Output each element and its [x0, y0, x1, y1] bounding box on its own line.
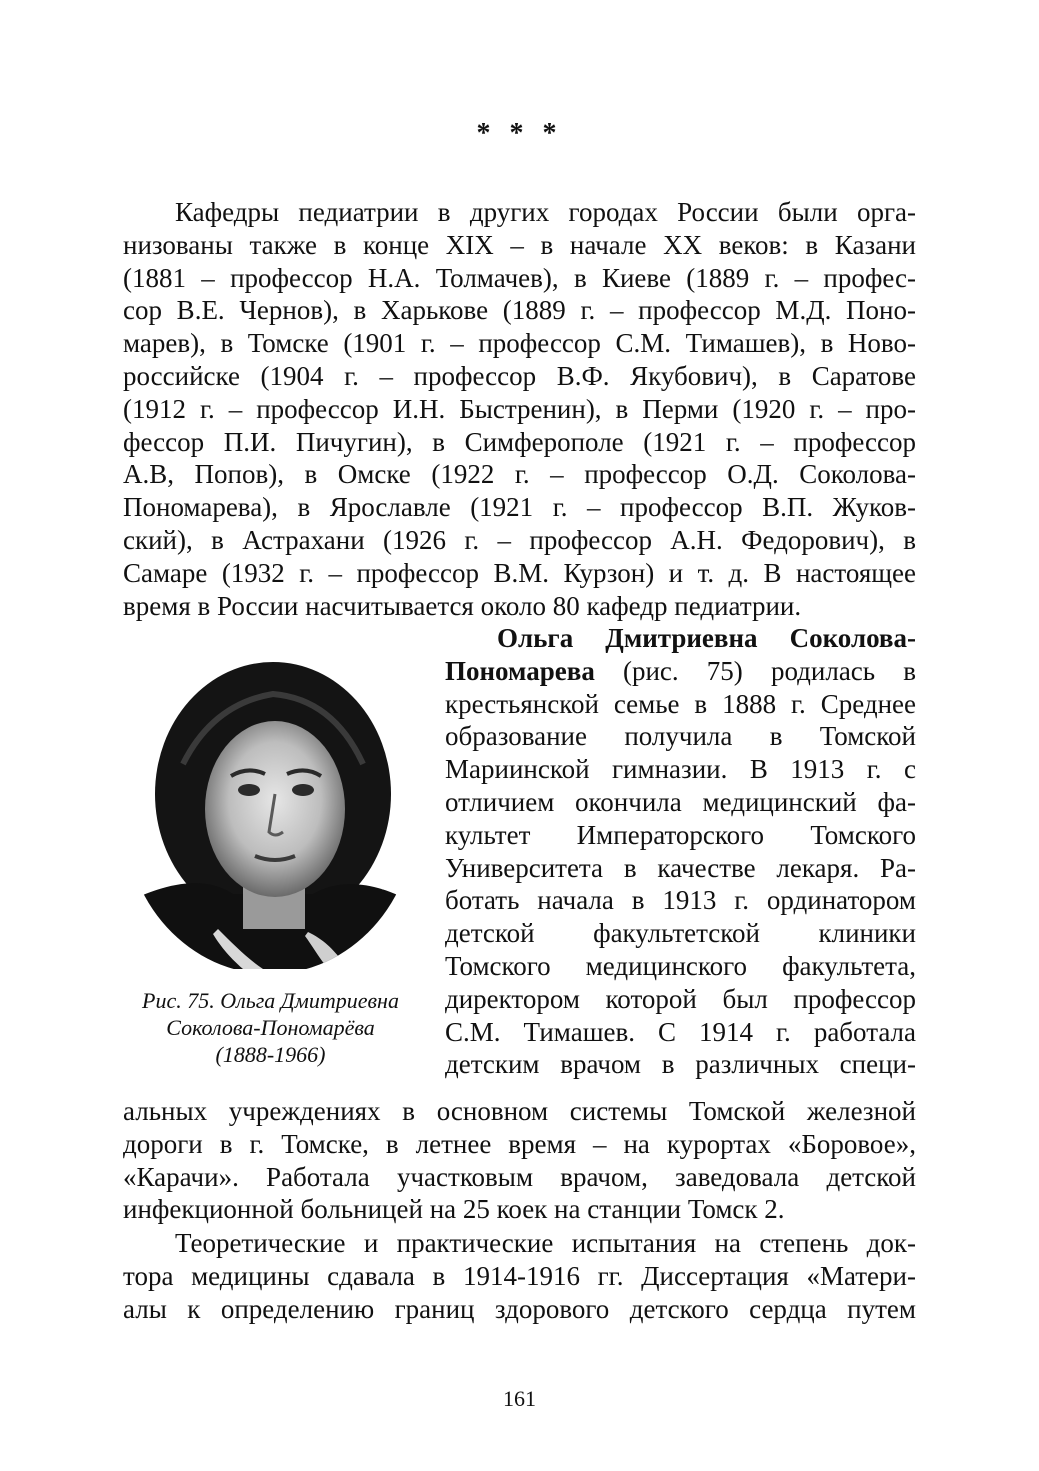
text-line: алы к определению границ здорового детского сердца путем: [123, 1293, 916, 1324]
caption-line: Рис. 75. Ольга Дмитриевна: [142, 988, 399, 1013]
text-line: Теоретические и практические испытания на степень док-: [175, 1228, 916, 1258]
text-fragment: (рис. 75) родилась в: [594, 655, 916, 686]
text-line: (1912 г. – профессор И.Н. Быстренин), в Перми (1920 г. – про-: [123, 393, 916, 424]
text-line: (1881 – профессор Н.А. Толмачев), в Киеве (1889 г. – профес-: [123, 262, 916, 293]
text-line: сор В.Е. Чернов), в Харькове (1889 г. – профессор М.Д. Поно-: [123, 295, 916, 326]
text-line: крестьянской семье в 1888 г. Среднее: [445, 688, 916, 719]
text-line: «Карачи». Работала участковым врачом, заведовала детской: [123, 1161, 916, 1192]
text-line: фессор П.И. Пичугин), в Симферополе (1921 г. – профессор: [123, 426, 916, 457]
text-line: детской факультетской клиники: [445, 918, 916, 949]
paragraph-departments: [123, 196, 916, 622]
text-line: А.В, Попов), в Омске (1922 г. – профессор О.Д. Соколова-: [123, 459, 916, 490]
text-line: Пономарева), в Ярославле (1921 г. – профессор В.П. Жуков-: [123, 492, 916, 523]
figure-caption: [118, 987, 423, 1068]
text-line: инфекционной больницей на 25 коек на станции Томск 2.: [123, 1194, 785, 1225]
section-separator: * * *: [476, 118, 563, 149]
text-line: время в России насчитывается около 80 кафедр педиатрии.: [123, 590, 802, 621]
text-line: альных учреждениях в основном системы Томской железной: [123, 1096, 916, 1126]
page-number: 161: [503, 1386, 536, 1411]
text-line: образование получила в Томской: [445, 721, 916, 752]
biography-name-surname: Пономарева: [445, 655, 595, 686]
text-line: низованы также в конце XIX – в начале XX веков: в Казани: [123, 229, 916, 260]
text-line: дороги в г. Томске, в летнее время – на курортах «Боровое»,: [123, 1128, 916, 1159]
text-line: директором которой был профессор: [445, 983, 916, 1014]
text-line: Самаре (1932 г. – профессор В.М. Курзон) и т. д. В настоящее: [123, 557, 916, 588]
caption-line: (1888-1966): [215, 1042, 326, 1067]
text-line: российске (1904 г. – профессор В.Ф. Якубович), в Саратове: [123, 360, 916, 391]
text-line: Университета в качестве лекаря. Ра-: [445, 852, 916, 883]
text-line: ский), в Астрахани (1926 г. – профессор А.Н. Федорович), в: [123, 524, 916, 555]
portrait-photo: [123, 644, 418, 969]
text-line: С.М. Тимашев. С 1914 г. работала: [445, 1016, 916, 1047]
text-line: отличием окончила медицинский фа-: [445, 786, 916, 817]
paragraph-dissertation: [123, 1227, 916, 1325]
text-line: культет Императорского Томского: [445, 819, 916, 850]
text-line: марев), в Томске (1901 г. – профессор С.М. Тимашев), в Ново-: [123, 328, 916, 359]
text-line: Томского медицинского факультета,: [445, 950, 916, 981]
text-line: Мариинской гимназии. В 1913 г. с: [445, 754, 916, 785]
text-line: детским врачом в различных специ-: [445, 1049, 916, 1080]
paragraph-biography-continued: [123, 1095, 916, 1226]
biography-name-heading: Ольга Дмитриевна Соколова-: [497, 623, 916, 653]
text-line: Кафедры педиатрии в других городах России были орга-: [175, 197, 916, 227]
caption-line: Соколова-Пономарёва: [166, 1015, 375, 1040]
text-line: тора медицины сдавала в 1914-1916 гг. Диссертация «Матери-: [123, 1260, 916, 1291]
paragraph-biography-column: [445, 622, 916, 1081]
text-line: ботать начала в 1913 г. ординатором: [445, 885, 916, 916]
text-line: [445, 655, 916, 688]
